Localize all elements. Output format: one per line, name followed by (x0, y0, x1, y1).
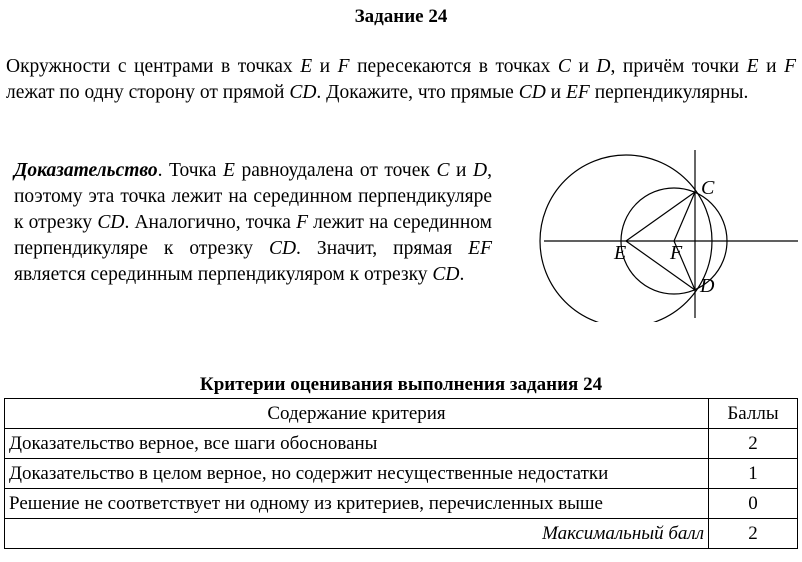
criteria-table (4, 398, 798, 549)
criterion-points: 1 (709, 459, 798, 489)
label-c: C (701, 177, 715, 199)
table-header-row (5, 399, 798, 429)
circle-e (540, 155, 712, 322)
criterion-text: Решение не соответствует ни одному из критериев, перечисленных выше (5, 489, 709, 519)
max-score-value: 2 (709, 519, 798, 549)
criteria-title: Критерии оценивания выполнения задания 24 (199, 374, 603, 395)
criterion-text: Доказательство верное, все шаги обоснованы (5, 429, 709, 459)
criterion-points: 0 (709, 489, 798, 519)
criterion-points: 2 (709, 429, 798, 459)
task-statement: Окружности с центрами в точках E и F пересекаются в точках C и D, причём точки E и F лежат по одну сторону от прямой CD. Докажите, что прямые CD и EF перпендикулярны. (6, 56, 797, 103)
geometry-figure (536, 138, 798, 322)
label-d: D (700, 275, 715, 297)
criterion-text: Доказательство в целом верное, но содержит несущественные недостатки (5, 459, 709, 489)
header-points: Баллы (709, 399, 798, 429)
proof-lead: Доказательство (14, 160, 158, 181)
table-row (5, 489, 798, 519)
label-e: E (614, 242, 627, 264)
proof-text: Доказательство. Точка E равноудалена от точек C и D, поэтому эта точка лежит на серединном перпендикуляре к отрезку CD. Аналогично, точка F лежит на серединном перпендикуляре к отрезку CD. Значит, прямая EF является серединным перпендикуляром к отрезку CD. (14, 160, 492, 285)
label-f: F (670, 242, 683, 264)
table-row (5, 429, 798, 459)
task-title: Задание 24 (354, 6, 448, 27)
max-score-row (5, 519, 798, 549)
header-content: Содержание критерия (5, 399, 709, 429)
table-row (5, 459, 798, 489)
geometry-diagram (536, 138, 798, 322)
max-score-label: Максимальный балл (5, 519, 709, 549)
